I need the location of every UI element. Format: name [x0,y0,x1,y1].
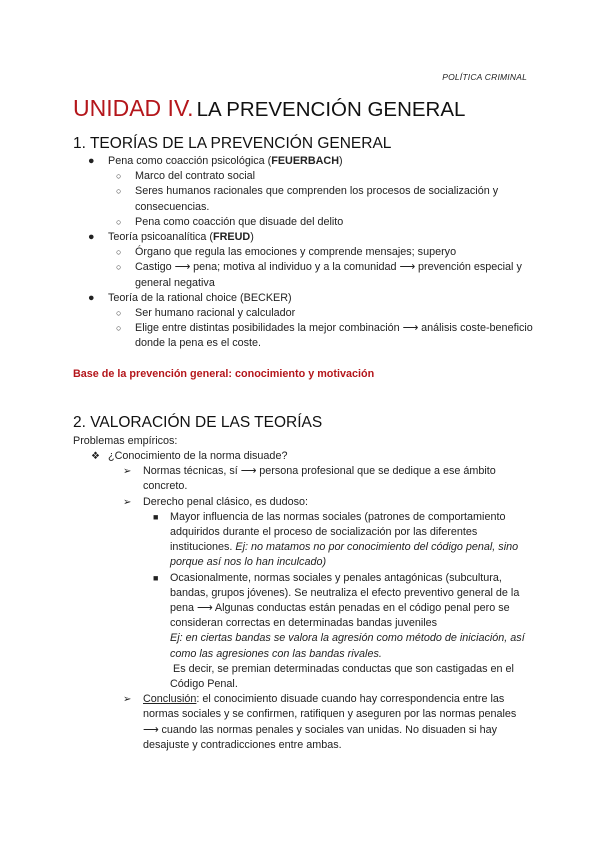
list-item: ○ Órgano que regula las emociones y comprende mensajes; superyo [108,245,533,260]
list-item: ➢ Derecho penal clásico, es dudoso: ■ Mayor influencia de las normas sociales (patrones de comportamiento adquiridos durante el proceso de socialización por las diferentes instituciones. Ej: no matamos no por conocimiento del código penal, sino porque así nos lo han inculcado) ■ Ocasionalmente, normas sociales y penales antagónicas (subcultura, bandas, grupos jóvenes). Se neutraliza el efecto preventivo general de la pena ⟶ Algunas conductas están penadas en el código penal pero se consideran correctas en determinadas bandas juveniles Ej: en ciertas bandas se valora la agresión como método de iniciación, así como las agresiones con las bandas rivales. Es decir, se premian determinadas conductas que son castigadas en el Código Penal. [108,495,533,693]
circle-bullet-icon: ○ [116,262,122,273]
circle-bullet-icon: ○ [116,247,122,258]
arrow-bullet-icon: ➢ [123,466,132,478]
conclusion-label: Conclusión [143,693,197,706]
bullet-icon: ● [88,155,95,167]
circle-bullet-icon: ○ [116,216,122,227]
key-statement: Base de la prevención general: conocimiento y motivación [73,368,375,380]
list-item: ● Pena como coacción psicológica (FEUERBACH) ○ Marco del contrato social ○ Seres humanos racionales que comprenden los procesos de socialización y consecuencias. ○ Pena como coacción que disuade del delito [73,154,533,230]
course-header: POLÍTICA CRIMINAL [442,72,527,82]
circle-bullet-icon: ○ [116,171,122,182]
list-item: ○ Pena como coacción que disuade del delito [108,215,533,230]
square-bullet-icon: ■ [153,511,159,522]
bullet-icon: ● [88,231,95,244]
list-item: ○ Castigo ⟶ pena; motiva al individuo y a la comunidad ⟶ prevención especial y general negativa [116,261,522,289]
section1-list [73,154,533,352]
section2-heading: 2. VALORACIÓN DE LAS TEORÍAS [73,414,323,431]
arrow-bullet-icon: ➢ [123,694,132,706]
square-bullet-icon: ■ [153,572,159,583]
unit-title: LA PREVENCIÓN GENERAL [196,98,466,121]
list-item: ● Teoría de la rational choice (BECKER) ○ Ser humano racional y calculador ○ Elige entre distintas posibilidades la mejor combinación ⟶ análisis coste-beneficio donde la pena es el coste. [73,291,533,352]
list-item: ■ Mayor influencia de las normas sociales (patrones de comportamiento adquiridos durante el proceso de socialización por las diferentes instituciones. Ej: no matamos no por conocimiento del código penal, sino porque así nos lo han inculcado) [153,510,519,569]
circle-bullet-icon: ○ [116,308,122,319]
list-item: ■ Ocasionalmente, normas sociales y penales antagónicas (subcultura, bandas, grupos jóvenes). Se neutraliza el efecto preventivo general de la pena ⟶ Algunas conductas están penadas en el código penal pero se consideran correctas en determinadas bandas juveniles Ej: en ciertas bandas se valora la agresión como método de iniciación, así como las agresiones con las bandas rivales. Es decir, se premian determinadas conductas que son castigadas en el Código Penal. [153,571,525,691]
arrow-bullet-icon: ➢ [123,496,132,508]
unit-label: UNIDAD IV. [73,95,194,121]
list-item: ❖ ¿Conocimiento de la norma disuade? ➢ Normas técnicas, sí ⟶ persona profesional que se dedique a ese ámbito concreto. ➢ Derecho penal clásico, es dudoso: ■ Mayor influencia de las normas sociales (patrones de comportamiento adquiridos durante el proceso de socialización por las diferentes instituciones. Ej: no matamos no por conocimiento del código penal, sino porque así nos lo han inculcado) ■ Ocasionalmente, normas sociales y penales antagónicas (subcultura, bandas, grupos jóvenes). Se neutraliza el efecto preventivo general de la pena ⟶ Algunas conductas están penadas en el código penal pero se consideran correctas en determinadas bandas juveniles Ej: en ciertas bandas se valora la agresión como método de iniciación, así como las agresiones con las bandas rivales. Es decir, se premian determinadas conductas que son castigadas en el Código Penal. ➢ Conclusión: el conocimiento disuade cuando hay correspondencia entre las normas sociales y se confirmen, ratifiquen y aseguren por las normas penales ⟶ cuando las normas penales y sociales van unidas. No disuaden si hay desajuste y contradicciones entre ambas. [73,449,533,753]
section2-intro: Problemas empíricos: [73,435,178,447]
list-item: ○ Marco del contrato social [108,169,533,184]
diamond-bullet-icon: ❖ [91,451,100,462]
section1-heading: 1. TEORÍAS DE LA PREVENCIÓN GENERAL [73,135,392,152]
circle-bullet-icon: ○ [116,323,122,334]
list-item: ○ Seres humanos racionales que comprenden los procesos de socialización y consecuencias. [116,185,499,213]
page-title [73,95,465,122]
list-item: ○ Elige entre distintas posibilidades la mejor combinación ⟶ análisis coste-beneficio donde la pena es el coste. [116,322,533,350]
bullet-icon: ● [88,291,95,304]
section2-list [73,449,533,753]
list-item: ○ Ser humano racional y calculador [108,306,533,321]
list-item: ➢ Conclusión: el conocimiento disuade cuando hay correspondencia entre las normas sociales y se confirmen, ratifiquen y aseguren por las normas penales ⟶ cuando las normas penales y sociales van unidas. No disuaden si hay desajuste y contradicciones entre ambas. [123,693,517,751]
circle-bullet-icon: ○ [116,186,122,197]
list-item: ● Teoría psicoanalítica (FREUD) ○ Órgano que regula las emociones y comprende mensajes; superyo ○ Castigo ⟶ pena; motiva al individuo y a la comunidad ⟶ prevención especial y general negativa [73,230,533,291]
list-item: ➢ Normas técnicas, sí ⟶ persona profesional que se dedique a ese ámbito concreto. [123,465,496,493]
